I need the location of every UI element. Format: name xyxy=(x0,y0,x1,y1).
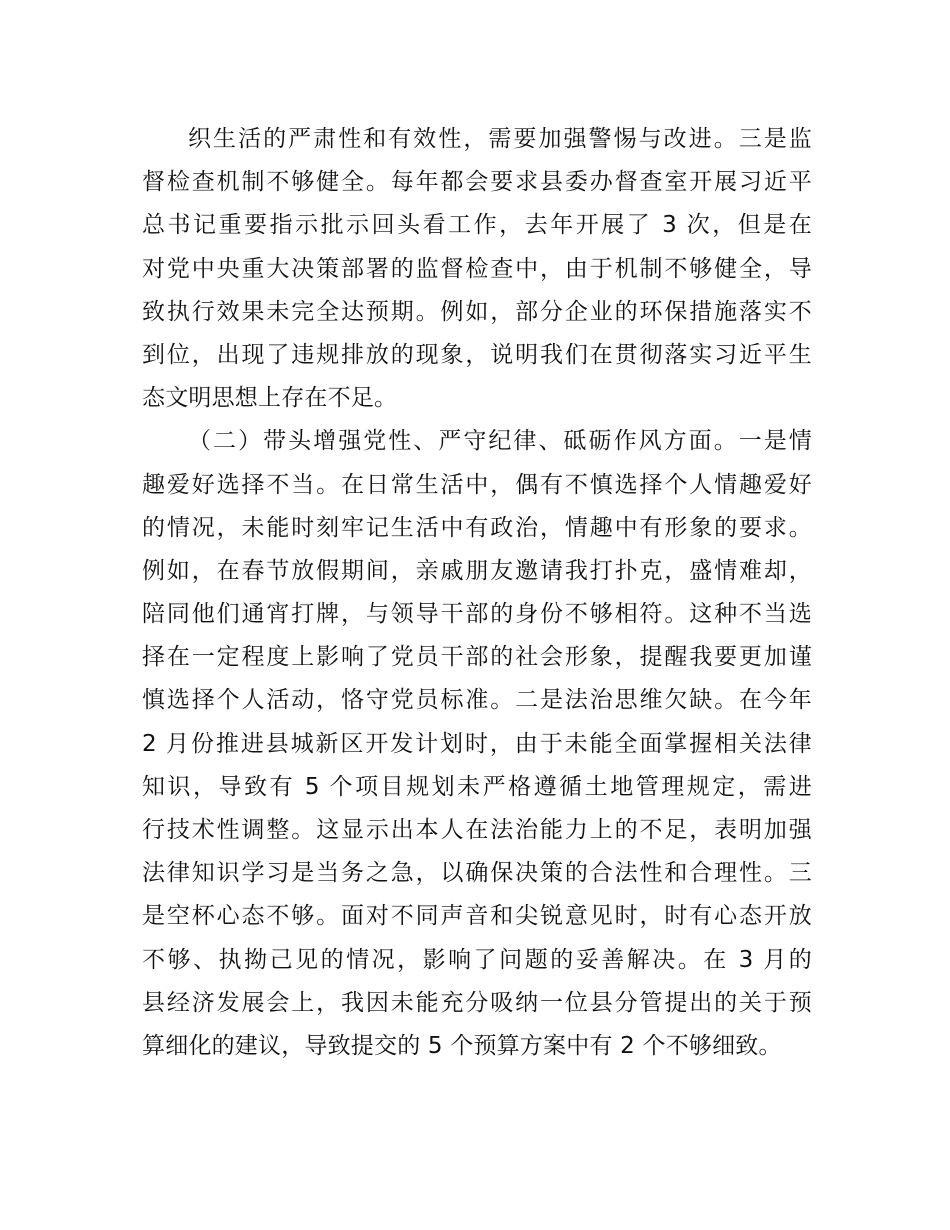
paragraph-line: 县经济发展会上，我因未能充分吸纳一位县分管提出的关于预 xyxy=(142,989,812,1016)
paragraph-line: 是空杯心态不够。面对不同声音和尖锐意见时，时有心态开放 xyxy=(142,903,812,930)
paragraph-line: 择在一定程度上影响了党员干部的社会形象，提醒我要更加谨 xyxy=(142,644,812,671)
paragraph-line: 例如，在春节放假期间，亲戚朋友邀请我打扑克，盛情难却， xyxy=(142,557,812,584)
paragraph-line: 致执行效果未完全达预期。例如，部分企业的环保措施落实不 xyxy=(142,298,812,325)
paragraph-line: 行技术性调整。这显示出本人在法治能力上的不足，表明加强 xyxy=(142,817,812,843)
paragraph-line: （二）带头增强党性、严守纪律、砥砺作风方面。一是情 xyxy=(188,428,812,455)
paragraph-line: 2 月份推进县城新区开发计划时，由于未能全面掌握相关法律 xyxy=(142,730,812,757)
paragraph-line: 对党中央重大决策部署的监督检查中，由于机制不够健全，导 xyxy=(142,255,812,282)
paragraph-line: 陪同他们通宵打牌，与领导干部的身份不够相符。这种不当选 xyxy=(142,601,812,628)
paragraph-line: 不够、执拗己见的情况，影响了问题的妥善解决。在 3 月的 xyxy=(142,946,812,973)
document-body xyxy=(142,118,812,1068)
paragraph-line: 的情况，未能时刻牢记生活中有政治，情趣中有形象的要求。 xyxy=(142,514,812,541)
paragraph-line: 趣爱好选择不当。在日常生活中，偶有不慎选择个人情趣爱好 xyxy=(142,471,812,498)
paragraph-line: 态文明思想上存在不足。 xyxy=(142,385,398,412)
paragraph-line: 慎选择个人活动，恪守党员标准。二是法治思维欠缺。在今年 xyxy=(142,687,812,714)
paragraph-line: 织生活的严肃性和有效性，需要加强警惕与改进。三是监 xyxy=(188,126,812,152)
paragraph-1 xyxy=(142,118,812,420)
paragraph-line: 到位，出现了违规排放的现象，说明我们在贯彻落实习近平生 xyxy=(142,341,812,368)
paragraph-line: 督检查机制不够健全。每年都会要求县委办督查室开展习近平 xyxy=(142,169,812,196)
paragraph-line: 知识，导致有 5 个项目规划未严格遵循土地管理规定，需进 xyxy=(142,773,812,800)
paragraph-2 xyxy=(142,420,812,1068)
paragraph-line: 总书记重要指示批示回头看工作，去年开展了 3 次，但是在 xyxy=(142,212,812,239)
paragraph-line: 算细化的建议，导致提交的 5 个预算方案中有 2 个不够细致。 xyxy=(142,1032,782,1059)
paragraph-line: 法律知识学习是当务之急，以确保决策的合法性和合理性。三 xyxy=(142,860,812,887)
